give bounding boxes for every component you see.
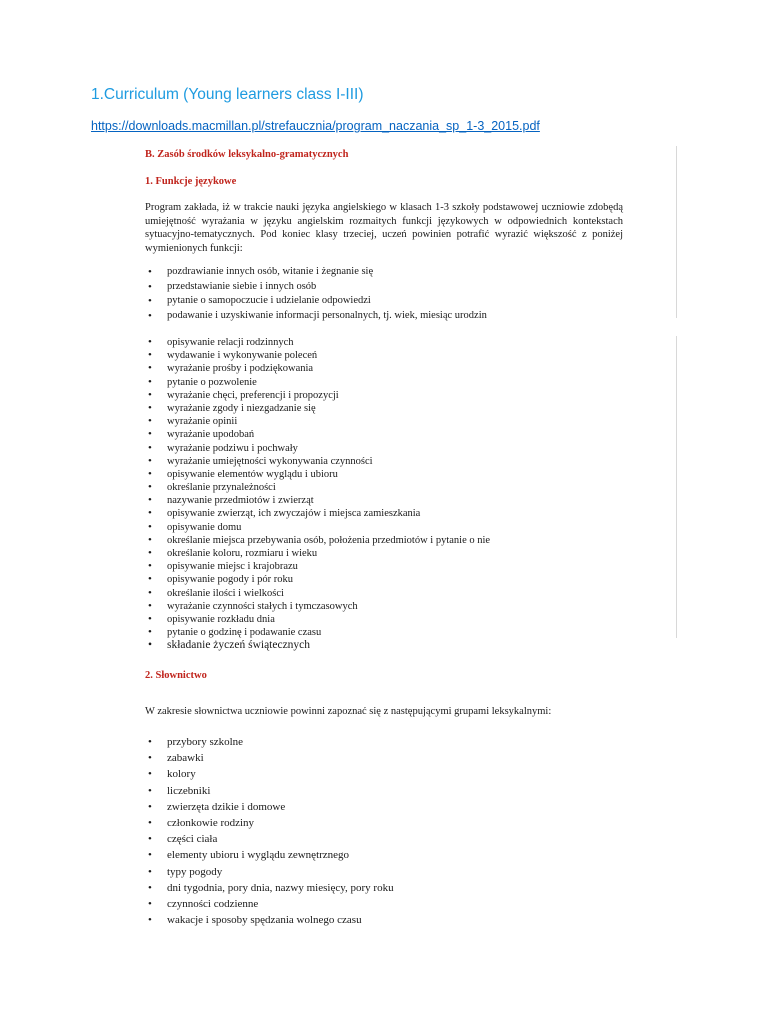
- source-link[interactable]: https://downloads.macmillan.pl/strefaucznia/program_naczania_sp_1-3_2015.pdf: [91, 119, 540, 133]
- scanned-document: [135, 143, 675, 938]
- list-item: • przybory szkolne: [145, 734, 394, 750]
- functions-list-a: [145, 265, 487, 323]
- list-item: • opisywanie miejsc i krajobrazu: [145, 560, 490, 573]
- functions-title: 1. Funkcje językowe: [145, 176, 237, 187]
- vocabulary-list: [145, 734, 394, 928]
- list-item: • opisywanie zwierząt, ich zwyczajów i miejsca zamieszkania: [145, 507, 490, 520]
- list-item: • pytanie o pozwolenie: [145, 376, 490, 389]
- functions-intro: Program zakłada, iż w trakcie nauki języka angielskiego w klasach 1-3 szkoły podstawowej uczniowie zdobędą umiejętność wyrażania w języku angielskim rozmaitych funkcji językowych w odpowiednich kontekstach sytuacyjno-tematycznych. Pod koniec klasy trzeciej, uczeń powinien potrafić wyrazić większość z poniżej wymienionych funkcji:: [145, 202, 623, 254]
- list-item: • opisywanie pogody i pór roku: [145, 573, 490, 586]
- vocabulary-intro: W zakresie słownictwa uczniowie powinni zapoznać się z następującymi grupami leksykalnymi:: [145, 706, 552, 717]
- list-item: • wyrażanie umiejętności wykonywania czynności: [145, 455, 490, 468]
- list-item: • wyrażanie opinii: [145, 415, 490, 428]
- list-item: • pytanie o samopoczucie i udzielanie odpowiedzi: [145, 294, 487, 309]
- list-item: • wakacje i sposoby spędzania wolnego czasu: [145, 912, 394, 928]
- list-item: • wyrażanie upodobań: [145, 428, 490, 441]
- list-item: • dni tygodnia, pory dnia, nazwy miesięcy, pory roku: [145, 880, 394, 896]
- list-item: • elementy ubioru i wyglądu zewnętrznego: [145, 847, 394, 863]
- list-item: • określanie miejsca przebywania osób, położenia przedmiotów i pytanie o nie: [145, 534, 490, 547]
- list-item: • pozdrawianie innych osób, witanie i żegnanie się: [145, 265, 487, 280]
- list-item: • przedstawianie siebie i innych osób: [145, 280, 487, 295]
- list-item: • nazywanie przedmiotów i zwierząt: [145, 494, 490, 507]
- list-item: • wyrażanie chęci, preferencji i propozycji: [145, 389, 490, 402]
- list-item: • wyrażanie podziwu i pochwały: [145, 442, 490, 455]
- list-item: • wydawanie i wykonywanie poleceń: [145, 349, 490, 362]
- list-item: • członkowie rodziny: [145, 815, 394, 831]
- section-b-title: B. Zasób środków leksykalno-gramatycznych: [145, 149, 349, 160]
- list-item: • opisywanie rozkładu dnia: [145, 613, 490, 626]
- list-item: • składanie życzeń świątecznych: [145, 639, 310, 651]
- list-item: • wyrażanie zgody i niezgadzanie się: [145, 402, 490, 415]
- list-item: • wyrażanie prośby i podziękowania: [145, 362, 490, 375]
- list-item: • zwierzęta dzikie i domowe: [145, 799, 394, 815]
- list-item: • opisywanie relacji rodzinnych: [145, 336, 490, 349]
- list-item: • opisywanie domu: [145, 521, 490, 534]
- list-item: • podawanie i uzyskiwanie informacji personalnych, tj. wiek, miesiąc urodzin: [145, 309, 487, 324]
- functions-list-b: [145, 336, 490, 639]
- page-heading: 1.Curriculum (Young learners class I-III): [91, 86, 364, 103]
- list-item: • zabawki: [145, 750, 394, 766]
- list-item: • kolory: [145, 766, 394, 782]
- list-item: • określanie przynależności: [145, 481, 490, 494]
- list-item: • liczebniki: [145, 783, 394, 799]
- page-margin-line: [676, 336, 677, 638]
- list-item: • określanie ilości i wielkości: [145, 587, 490, 600]
- list-item: • czynności codzienne: [145, 896, 394, 912]
- vocabulary-title: 2. Słownictwo: [145, 670, 207, 681]
- page-margin-line: [676, 146, 677, 318]
- list-item: • części ciała: [145, 831, 394, 847]
- list-item: • określanie koloru, rozmiaru i wieku: [145, 547, 490, 560]
- list-item: • opisywanie elementów wyglądu i ubioru: [145, 468, 490, 481]
- list-item: • typy pogody: [145, 864, 394, 880]
- list-item: • wyrażanie czynności stałych i tymczasowych: [145, 600, 490, 613]
- list-item: • pytanie o godzinę i podawanie czasu: [145, 626, 490, 639]
